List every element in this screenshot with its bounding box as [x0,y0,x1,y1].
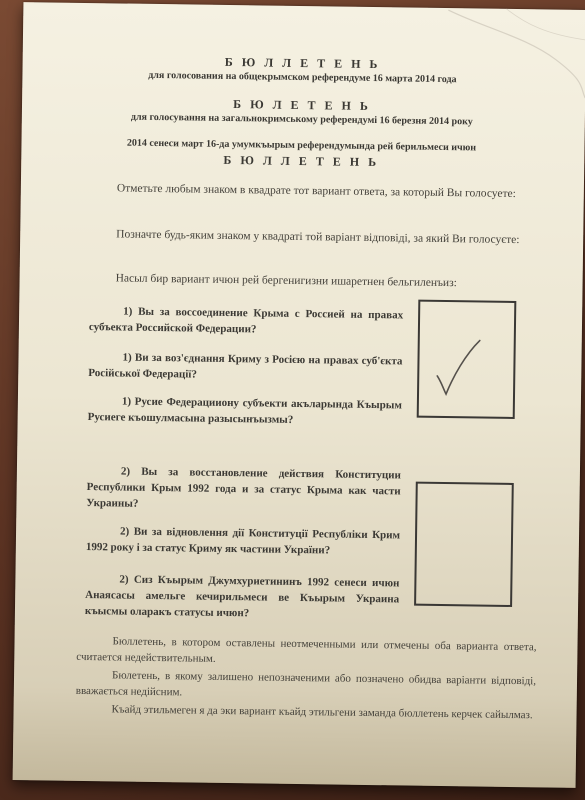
question1-uk: 1) Ви за воз'єднання Криму з Росією на правах суб'єкта Російської Федерації? [88,351,403,381]
question1-crh: 1) Русие Федерацииону субъекти акъларында Къырым Русиеге къошулмасына разысынъызмы? [87,395,402,426]
question2-uk: 2) Ви за відновлення дії Конституції Республіки Крим 1992 року і за статус Криму як частини України? [85,525,401,557]
answer-box-1[interactable] [417,300,517,419]
thread-fiber [445,8,585,100]
instruction-ru: Отметьте любым знаком в квадрате тот вариант ответа, за который Вы голосуете: [116,182,516,201]
subtitle-crh: 2014 сенеси март 16-да умумкъырым референдумында рей берильмеси ичюн [126,137,477,154]
question2-ru: 2) Вы за восстановление действия Конституции Республики Крым 1992 года и за статус Крыма как части Украины? [86,465,401,510]
question2-crh: 2) Сиз Къырым Джумхуриетининъ 1992 сенеси ичюн Анаясасы амельге кечирильмеси ве Къырым Украина къысмы оларакъ статусы ичюн? [84,573,400,620]
question1-ru: 1) Вы за воссоединение Крыма с Россией на правах субъекта Российской Федерации? [88,305,404,336]
footer-crh: Къайд этильмеген я да эки вариант къайд этильгени заманда бюллетень керчек сайылмаз. [111,703,533,722]
subtitle-uk: для голосування на загальнокримському референдумі 16 березня 2014 року [130,111,473,128]
footer-ru: Бюллетень, в котором оставлены неотмеченными или отмечены оба варианта ответа, считается недействительным. [76,635,537,665]
title-uk: Б Ю Л Е Т Е Н Ь [233,97,371,113]
footer-uk: Бюлетень, в якому залишено непозначеними або позначено обидва варіанти відповіді, вважається недійсним. [75,669,537,699]
title-ru: Б Ю Л Л Е Т Е Н Ь [224,54,381,72]
instruction-uk: Позначте будь-яким знаком у квадраті той варіант відповіді, за який Ви голосуєте: [116,228,520,247]
instruction-crh: Насыл бир вариант ичюн рей бергенигизни ишаретнен бельгиленъиз: [115,272,457,290]
subtitle-ru: для голосования на общекрымском референдуме 16 марта 2014 года [148,69,457,86]
checkmark-icon [419,302,515,417]
ballot-paper [13,2,585,788]
title-crh: Б Ю Л Л Е Т Е Н Ь [223,152,380,170]
answer-box-2[interactable] [414,482,514,607]
